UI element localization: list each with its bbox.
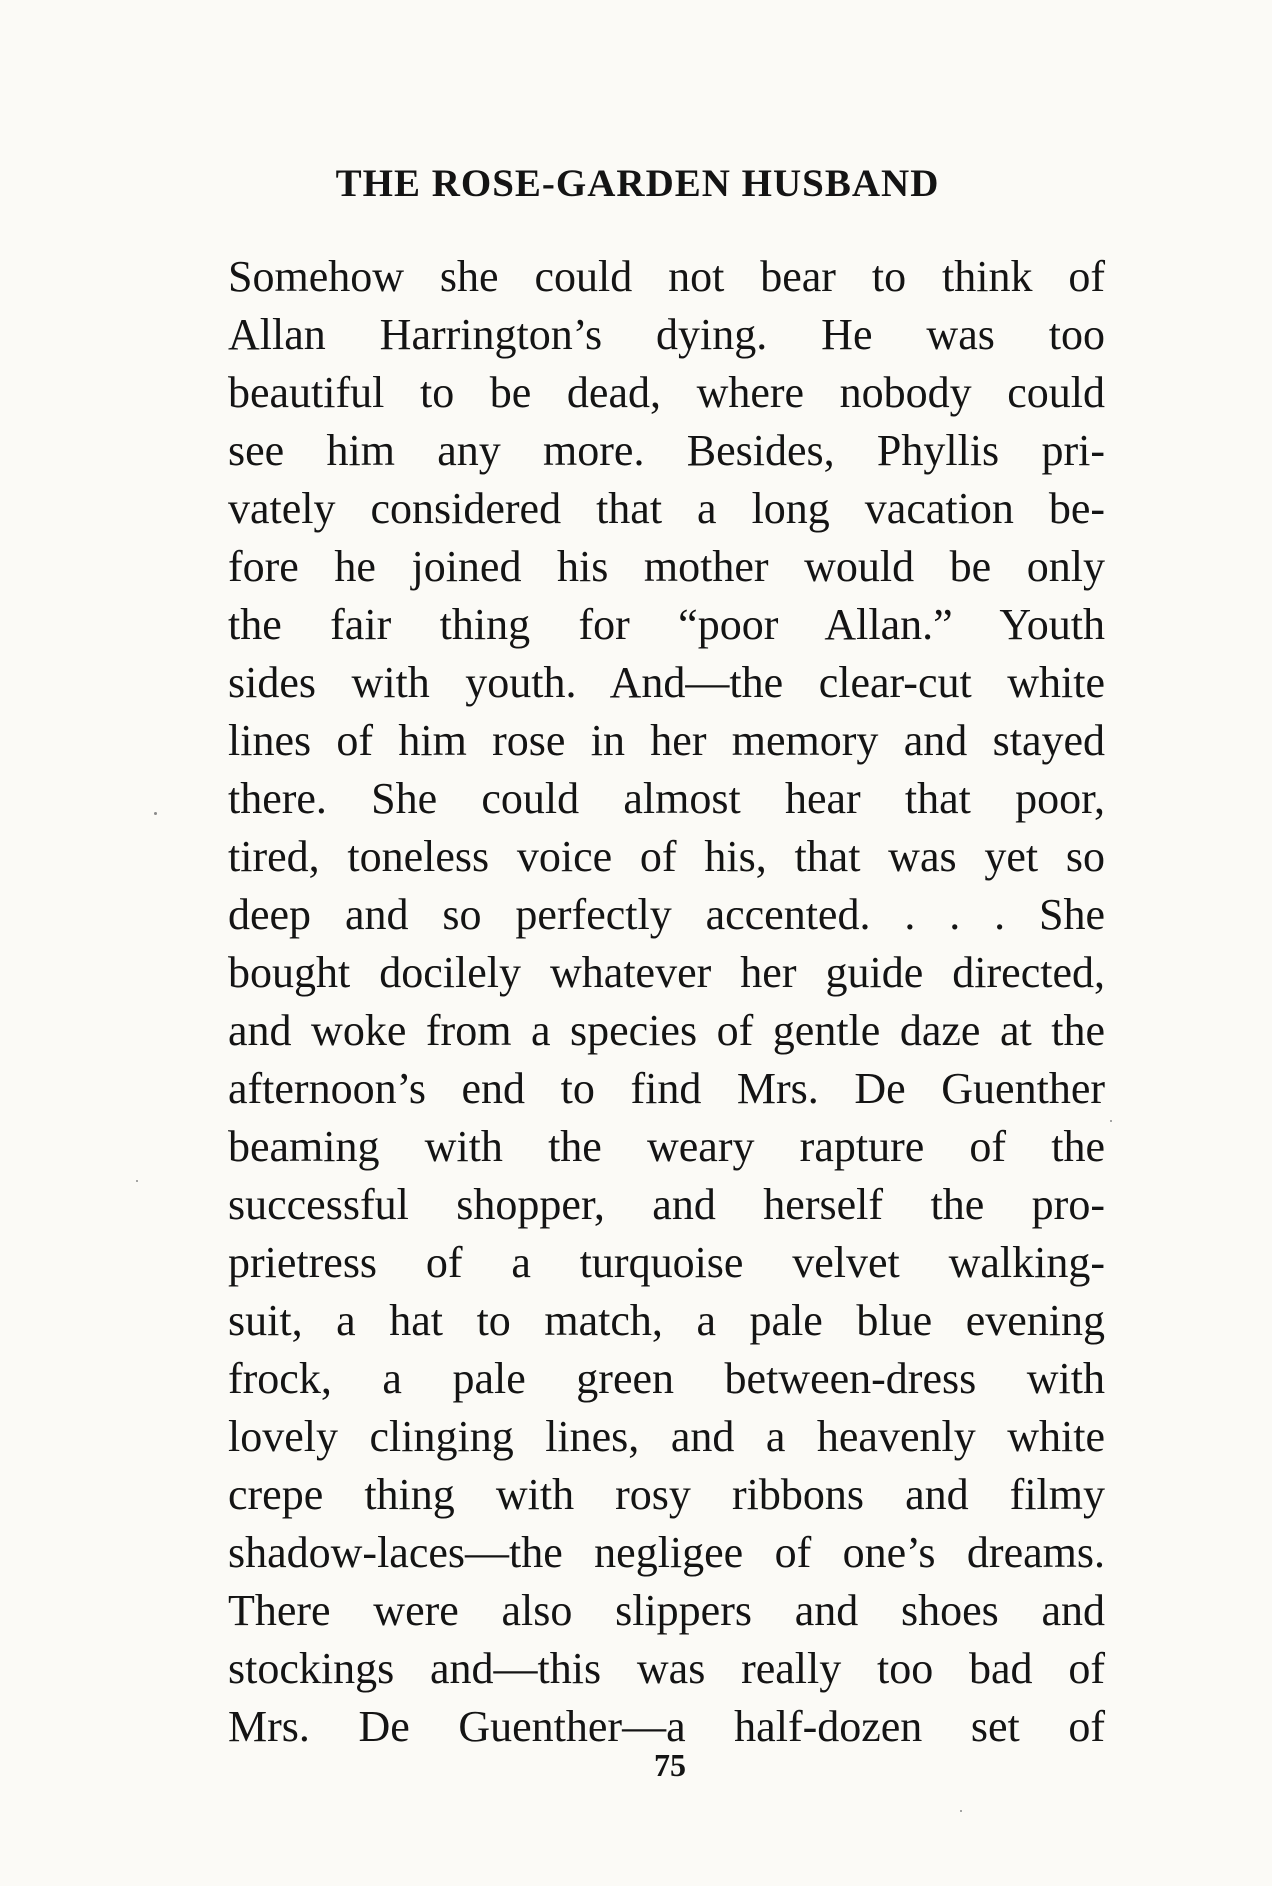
text-line: crepe thing with rosy ribbons and filmy [228, 1470, 1105, 1519]
text-line: beautiful to be dead, where nobody could [228, 368, 1105, 417]
text-line: lines of him rose in her memory and stayed [228, 716, 1105, 765]
text-line: beaming with the weary rapture of the [228, 1122, 1105, 1171]
text-line: see him any more. Besides, Phyllis pri- [228, 426, 1105, 475]
text-line: frock, a pale green between-dress with [228, 1354, 1105, 1403]
paper-speck [1110, 1120, 1112, 1122]
body-text [228, 248, 1105, 1756]
running-head: THE ROSE-GARDEN HUSBAND [335, 162, 940, 205]
text-line: Somehow she could not bear to think of [228, 252, 1105, 301]
text-line: bought docilely whatever her guide directed, [228, 948, 1105, 997]
text-line: There were also slippers and shoes and [228, 1586, 1105, 1635]
paper-speck [136, 1180, 138, 1182]
text-line: tired, toneless voice of his, that was yet so [228, 832, 1105, 881]
text-line: lovely clinging lines, and a heavenly white [228, 1412, 1105, 1461]
text-line: there. She could almost hear that poor, [228, 774, 1105, 823]
text-line: deep and so perfectly accented. . . . She [228, 890, 1105, 939]
text-line: the fair thing for “poor Allan.” Youth [228, 600, 1105, 649]
text-line: sides with youth. And—the clear-cut white [228, 658, 1105, 707]
text-line: afternoon’s end to find Mrs. De Guenther [228, 1064, 1105, 1113]
text-line: and woke from a species of gentle daze at the [228, 1006, 1105, 1055]
text-line: stockings and—this was really too bad of [228, 1644, 1105, 1693]
paper-speck [154, 812, 157, 815]
page-number: 75 [654, 1747, 686, 1783]
text-line: fore he joined his mother would be only [228, 542, 1105, 591]
text-line: suit, a hat to match, a pale blue evening [228, 1296, 1105, 1345]
text-line: shadow-laces—the negligee of one’s dreams. [228, 1528, 1105, 1577]
text-line: Mrs. De Guenther—a half-dozen set of [228, 1702, 1105, 1751]
text-line: prietress of a turquoise velvet walking- [228, 1238, 1105, 1287]
paper-speck [960, 1810, 962, 1812]
text-line: Allan Harrington’s dying. He was too [228, 310, 1105, 359]
text-line: vately considered that a long vacation be- [228, 484, 1105, 533]
text-line: successful shopper, and herself the pro- [228, 1180, 1105, 1229]
